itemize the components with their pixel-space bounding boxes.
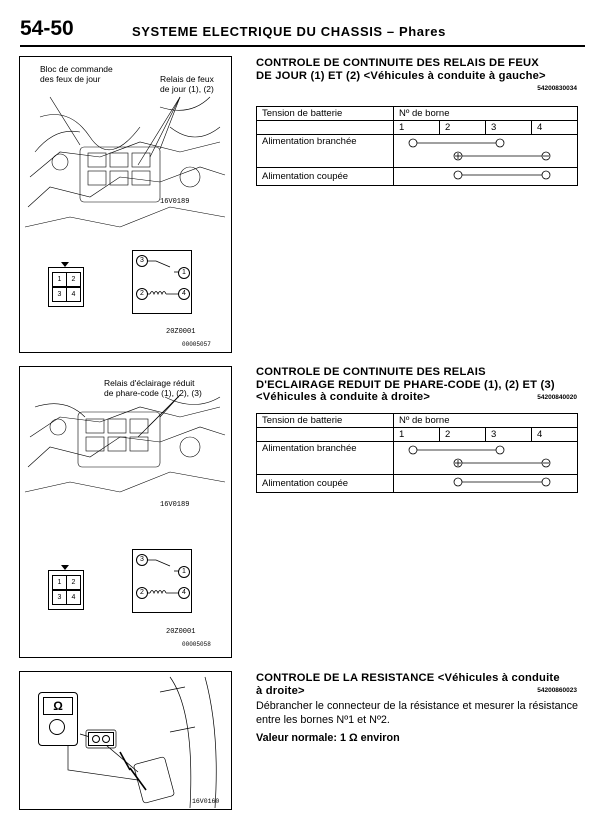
photo-code: 16V0160 [192,798,220,805]
continuity-symbols [394,168,577,182]
probe-pin-icon [92,735,100,743]
callout-line: Relais d'éclairage réduit [104,378,195,388]
connector-pin: 1 [52,272,67,287]
connector-latch [61,262,69,267]
continuity-cell [394,135,578,168]
diagram-code: 20Z0001 [166,628,196,636]
header-cell: Tension de batterie [257,107,394,121]
connector-pin: 4 [66,287,81,302]
title-line: D'ECLAIRAGE REDUIT DE PHARE-CODE (1), (2) ET (3) [256,378,555,391]
connector-diagram [48,570,84,610]
connector-pin: 4 [66,590,81,605]
continuity-symbols [394,135,577,164]
terminal-number: 3 [136,554,148,566]
ref-code: 00005057 [182,341,211,348]
terminal-header: 2 [440,428,486,442]
header-cell: Nº de borne [394,414,578,428]
continuity-symbols [394,442,577,471]
header-subtitle: Phares [398,24,446,39]
callout-line: des feux de jour [40,74,101,84]
terminal-number: 2 [136,288,148,300]
terminal-header: 3 [486,428,532,442]
connector-latch [61,565,69,570]
terminal-number: 1 [178,267,190,279]
row-label: Alimentation branchée [257,135,394,168]
connector-diagram [48,267,84,307]
terminal-number: 2 [136,587,148,599]
title-line: à droite> [256,684,305,697]
probe-pin-icon [102,735,110,743]
terminal-number: 3 [136,255,148,267]
connector-pin: 2 [66,272,81,287]
title-line: DE JOUR (1) ET (2) <Véhicules à conduite à gauche> [256,69,546,82]
section-title [256,57,546,82]
title-line: CONTROLE DE CONTINUITE DES RELAIS DE FEUX [256,57,539,69]
page-title [132,24,446,39]
terminal-header: 2 [440,121,486,135]
row-label: Alimentation coupée [257,168,394,186]
title-line: <Véhicules à conduite à droite> [256,391,431,403]
terminal-number: 4 [178,288,190,300]
ref-code: 00005058 [182,641,211,648]
continuity-table [256,413,578,493]
figure-daytime-relay [19,56,232,353]
callout-line: de phare-code (1), (2), (3) [104,388,202,398]
section-code: 54200830034 [537,85,577,92]
multimeter [38,692,78,746]
procedure-text: Débrancher le connecteur de la résistance et mesurer la résistance entre les bornes Nº1 et Nº2. [256,700,578,726]
figure-resistance [19,671,232,810]
connector-pin: 3 [52,287,67,302]
callout-control-unit [40,64,113,84]
section-code: 54200840020 [537,394,577,401]
title-line: CONTROLE DE CONTINUITE DES RELAIS [256,366,486,378]
terminal-number: 1 [178,566,190,578]
terminal-header: 4 [532,121,578,135]
photo-code: 16V0189 [160,501,190,509]
terminal-header: 1 [394,121,440,135]
continuity-cell [394,475,578,493]
row-label: Alimentation coupée [257,475,394,493]
probe-connector [88,732,114,746]
diagram-code: 20Z0001 [166,328,196,336]
callout-relays [104,378,202,398]
header-title-text: SYSTEME ELECTRIQUE DU CHASSIS – [132,24,399,39]
callout-line: de jour (1), (2) [160,84,214,94]
connector-pin: 1 [52,575,67,590]
section-code: 54200860023 [537,687,577,694]
callout-relays [160,74,214,94]
continuity-symbols [394,475,577,489]
row-label: Alimentation branchée [257,442,394,475]
callout-line: Bloc de commande [40,64,113,74]
terminal-header: 1 [394,428,440,442]
terminal-header: 3 [486,121,532,135]
empty-cell [257,428,394,442]
header-cell: Nº de borne [394,107,578,121]
title-line: CONTROLE DE LA RESISTANCE <Véhicules à conduite [256,672,560,684]
meter-display: Ω [43,697,73,715]
engine-bay-illustration [20,367,230,657]
terminal-number: 4 [178,587,190,599]
connector-pin: 2 [66,575,81,590]
connector-pin: 3 [52,590,67,605]
continuity-table [256,106,578,186]
header-cell: Tension de batterie [257,414,394,428]
continuity-cell [394,168,578,186]
empty-cell [257,121,394,135]
continuity-cell [394,442,578,475]
nominal-value: Valeur normale: 1 Ω environ [256,732,400,744]
figure-dimmer-relay [19,366,232,658]
page-number: 54-50 [20,17,74,40]
header-rule [20,45,585,47]
terminal-header: 4 [532,428,578,442]
callout-line: Relais de feux [160,74,214,84]
photo-code: 16V0189 [160,198,190,206]
meter-dial-icon [49,719,65,735]
